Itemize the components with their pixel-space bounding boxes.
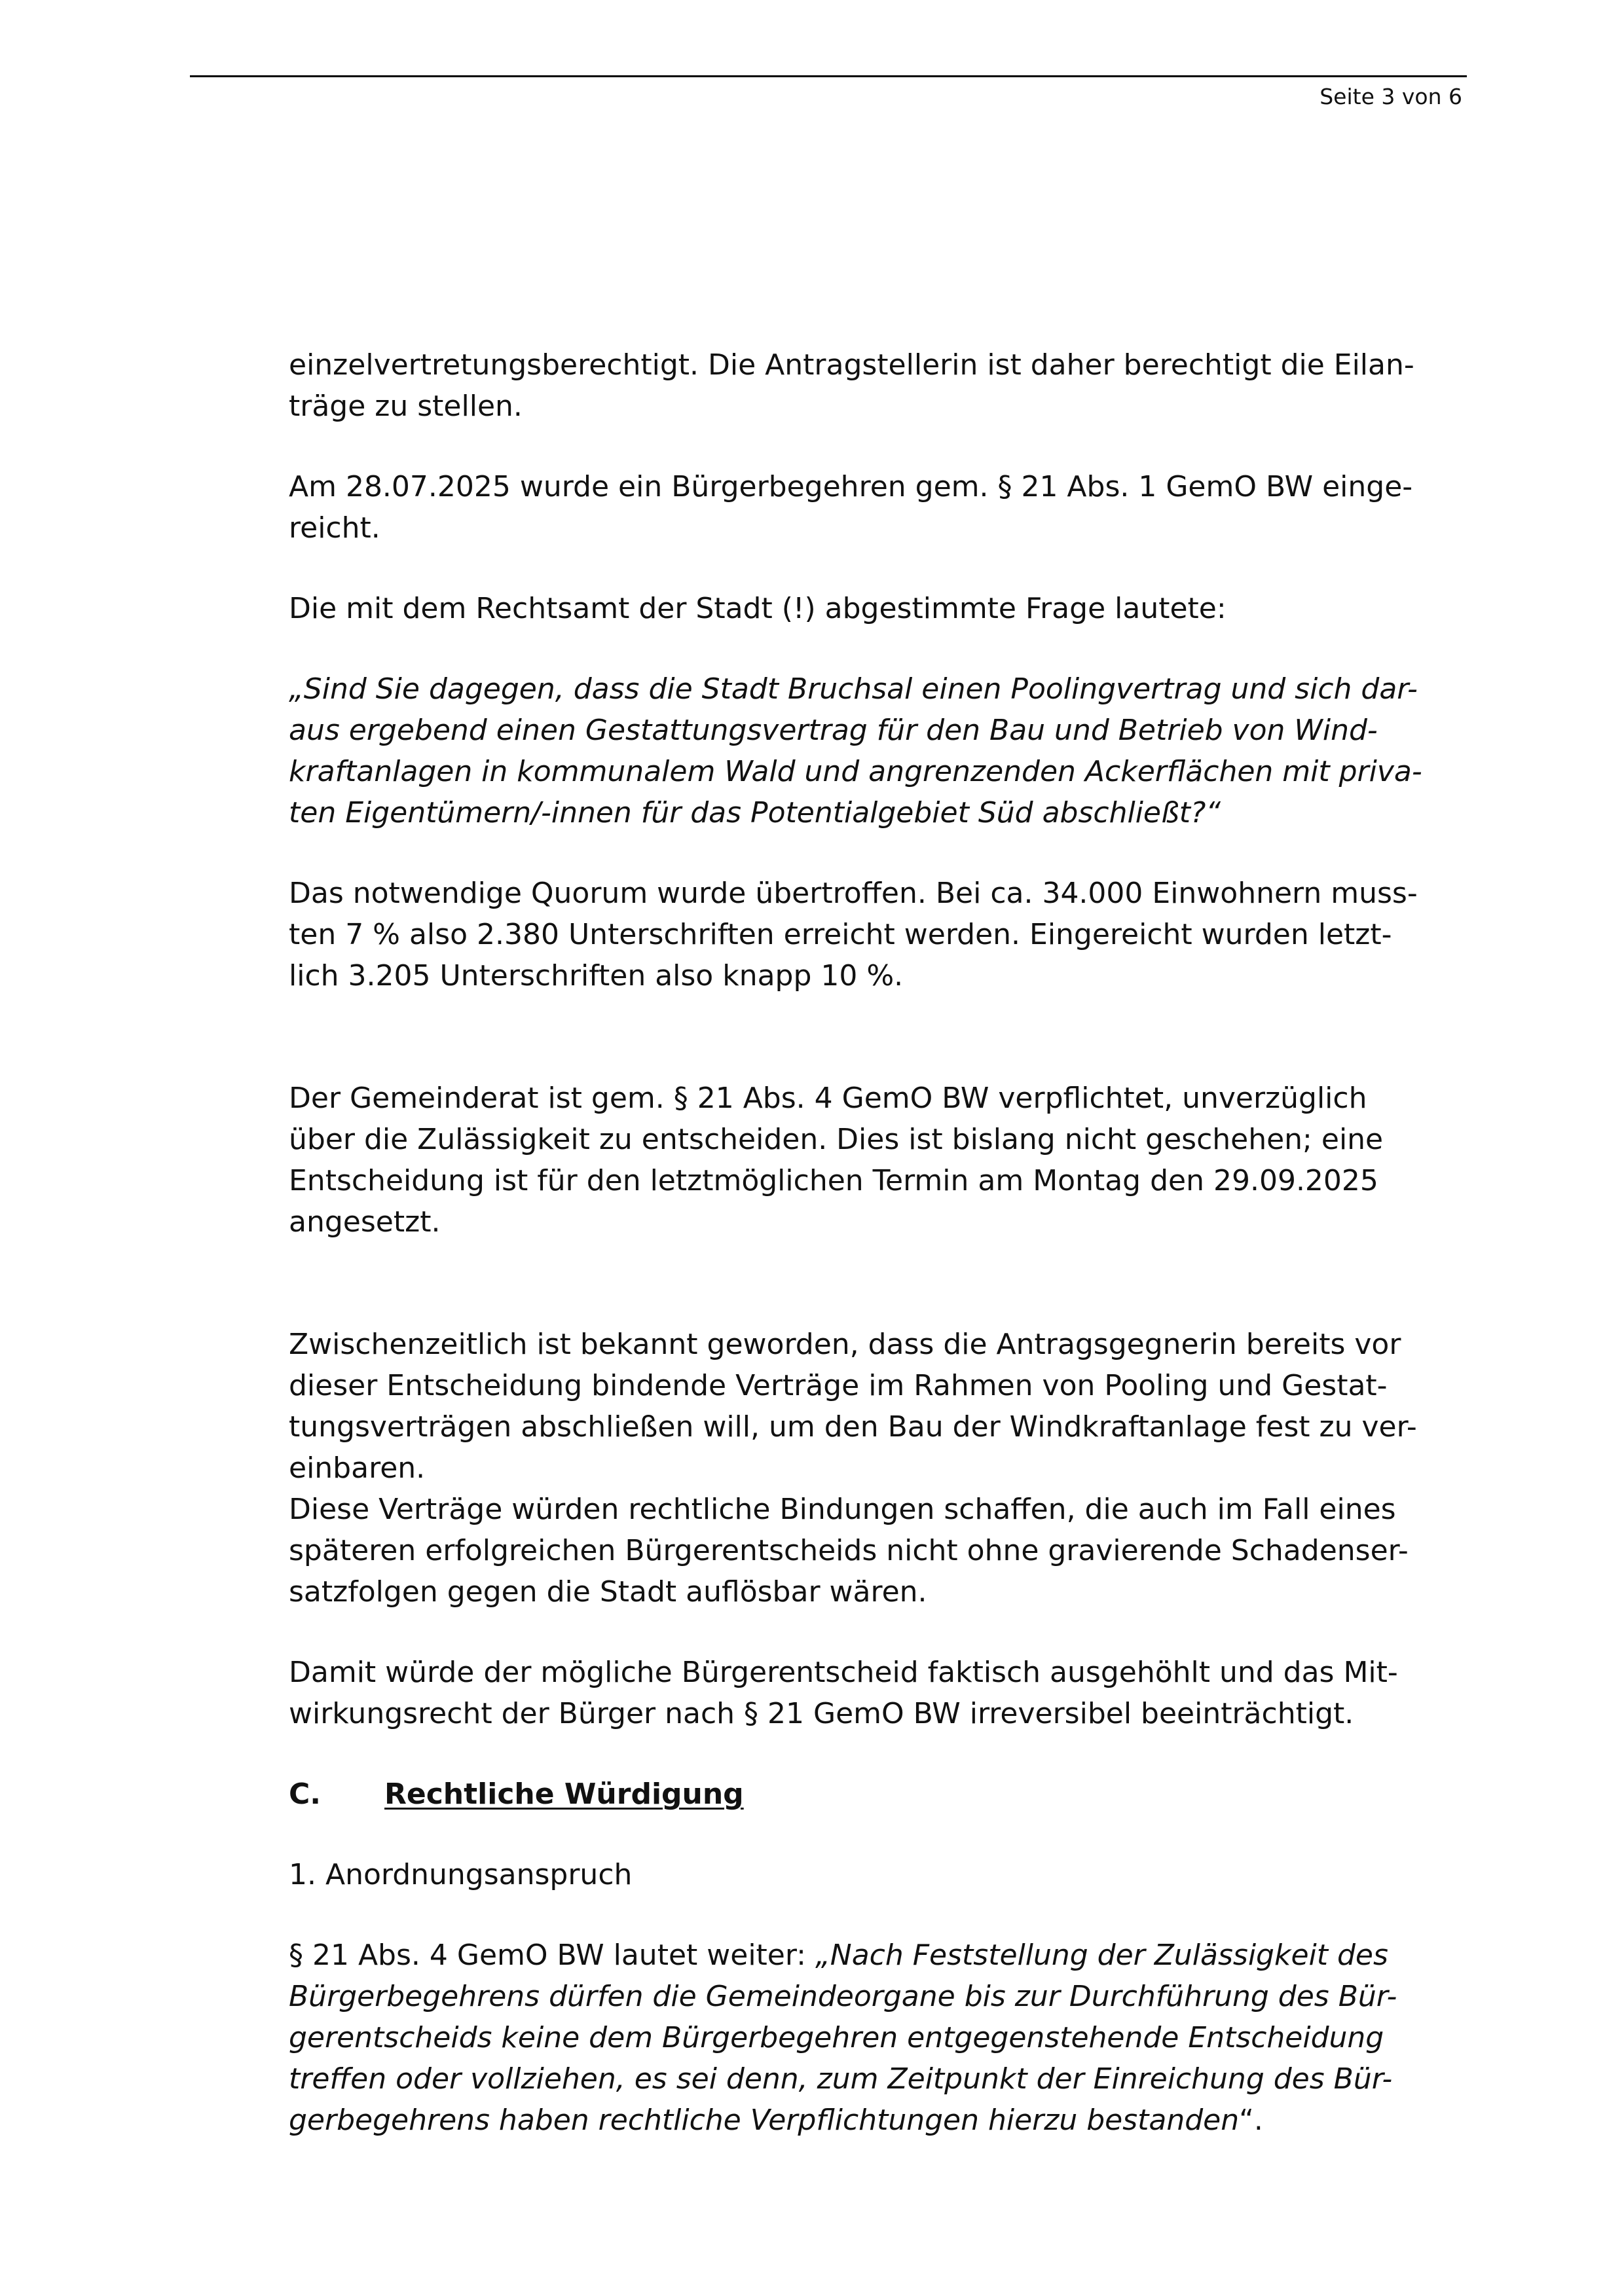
paragraph-question-intro: [289, 588, 1441, 629]
text-line: Die mit dem Rechtsamt der Stadt (!) abgestimmte Frage lautete:: [289, 592, 1227, 625]
text-line: einzelvertretungsberechtigt. Die Antragstellerin ist daher berechtigt die Eilan-: [289, 348, 1414, 382]
text-line: Am 28.07.2025 wurde ein Bürgerbegehren gem. § 21 Abs. 1 GemO BW einge-: [289, 470, 1413, 503]
page-number: Seite 3 von 6: [1320, 84, 1462, 109]
text-line: ten Eigentümern/-innen für das Potentialgebiet Süd abschließt?“: [289, 796, 1221, 829]
paragraph-authorization: [289, 344, 1441, 427]
text-line: Diese Verträge würden rechtliche Bindungen schaffen, die auch im Fall eines: [289, 1493, 1396, 1526]
text-line: „Sind Sie dagegen, dass die Stadt Bruchsal einen Poolingvertrag und sich dar-: [289, 672, 1418, 706]
quote-lead: § 21 Abs. 4 GemO BW lautet weiter:: [289, 1939, 815, 1972]
text-line: späteren erfolgreichen Bürgerentscheids nicht ohne gravierende Schadenser-: [289, 1534, 1409, 1567]
section-title: Rechtliche Würdigung: [384, 1777, 744, 1811]
header-rule: [190, 75, 1467, 77]
text-line: kraftanlagen in kommunalem Wald und angrenzenden Ackerflächen mit priva-: [289, 755, 1422, 788]
text-line: [289, 1935, 1441, 1976]
quote-text: gerbegehrens haben rechtliche Verpflichtungen hierzu bestanden: [289, 2104, 1240, 2137]
text-line: Zwischenzeitlich ist bekannt geworden, dass die Antragsgegnerin bereits vor: [289, 1328, 1401, 1361]
text-line: satzfolgen gegen die Stadt auflösbar wären.: [289, 1575, 927, 1609]
quote-question: [289, 668, 1441, 833]
text-line: aus ergebend einen Gestattungsvertrag für den Bau und Betrieb von Wind-: [289, 714, 1378, 747]
paragraph-contracts: [289, 1324, 1441, 1613]
text-line: Der Gemeinderat ist gem. § 21 Abs. 4 GemO BW verpflichtet, unverzüglich: [289, 1082, 1367, 1115]
text-line: dieser Entscheidung bindende Verträge im Rahmen von Pooling und Gestat-: [289, 1369, 1388, 1402]
section-heading-c: [289, 1774, 1441, 1815]
text-line: lich 3.205 Unterschriften also knapp 10 %.: [289, 959, 904, 993]
paragraph-council-duty: [289, 1078, 1441, 1243]
text-line: Bürgerbegehrens dürfen die Gemeindeorgane bis zur Durchführung des Bür-: [289, 1980, 1397, 2013]
text-line: über die Zulässigkeit zu entscheiden. Dies ist bislang nicht geschehen; eine: [289, 1123, 1384, 1156]
text-line: [289, 2100, 1441, 2141]
paragraph-quorum: [289, 873, 1441, 996]
text-line: Damit würde der mögliche Bürgerentscheid faktisch ausgehöhlt und das Mit-: [289, 1656, 1398, 1689]
text-line: reicht.: [289, 511, 380, 545]
text-line: angesetzt.: [289, 1205, 441, 1239]
text-line: gerentscheids keine dem Bürgerbegehren entgegenstehende Entscheidung: [289, 2021, 1384, 2054]
text-line: träge zu stellen.: [289, 390, 523, 423]
text-line: ten 7 % also 2.380 Unterschriften erreicht werden. Eingereicht wurden letzt-: [289, 918, 1392, 951]
paragraph-consequence: [289, 1652, 1441, 1734]
text-line: Entscheidung ist für den letztmöglichen Termin am Montag den 29.09.2025: [289, 1164, 1378, 1197]
section-number: C.: [289, 1777, 322, 1811]
document-body: [289, 344, 1441, 2141]
text-line: tungsverträgen abschließen will, um den Bau der Windkraftanlage fest zu ver-: [289, 1410, 1417, 1444]
text-line: wirkungsrecht der Bürger nach § 21 GemO BW irreversibel beeinträchtigt.: [289, 1697, 1354, 1730]
text-line: treffen oder vollziehen, es sei denn, zum Zeitpunkt der Einreichung des Bür-: [289, 2062, 1393, 2096]
paragraph-submission: [289, 466, 1441, 549]
paragraph-legal-quote: [289, 1935, 1441, 2141]
quote-tail: “.: [1239, 2104, 1263, 2137]
text-line: Das notwendige Quorum wurde übertroffen. Bei ca. 34.000 Einwohnern muss-: [289, 877, 1418, 910]
subsection-title: 1. Anordnungsanspruch: [289, 1858, 633, 1891]
subsection-heading: [289, 1854, 1441, 1895]
text-line: einbaren.: [289, 1451, 426, 1485]
quote-text: „Nach Feststellung der Zulässigkeit des: [815, 1939, 1388, 1972]
